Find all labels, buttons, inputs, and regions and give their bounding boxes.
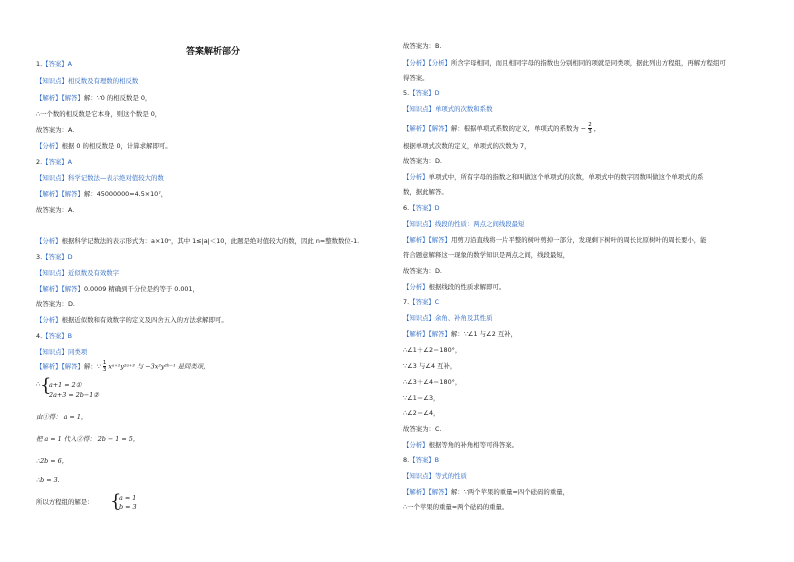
q3-knowledge-point: 【知识点】近似数及有效数字 [36, 269, 120, 277]
q5-step: 根据单项式次数的定义，单项式的次数为 7， [403, 142, 531, 150]
q7-analysis: 【分析】根据等角的补角相等可得答案。 [403, 441, 519, 449]
q4-solution-label: 所以方程组的解是： [36, 498, 94, 506]
q5-conclusion: 故答案为：D. [403, 157, 442, 165]
q7-conclusion: 故答案为：C. [403, 425, 442, 433]
q5-solution: 【解析】【解答】解：根据单项式系数的定义，单项式的系数为 − $\frac{2}{3}$ ， [403, 122, 601, 135]
q7-solution: 【解析】【解答】解：∵∠1 与∠2 互补， [403, 330, 517, 338]
q1-answer: 1.【答案】A [36, 60, 73, 68]
q4-solution: 【解析】【解答】解：∵ $\frac{1}{3}$ xᵃ⁺¹y²ᵃ⁺³ 与 −3x²y²ᵇ⁻¹ 是同类项， [36, 360, 210, 373]
q5-analysis-1: 【分析】单项式中，所有字母的指数之和叫做这个单项式的次数，单项式中的数字因数叫做这个单项式的系 [403, 173, 704, 181]
q7-step-5: ∴∠2＝∠4， [403, 409, 440, 417]
q6-solution-2: 符合题意解释这一现象的数学知识是两点之间，线段最短， [403, 251, 570, 259]
q2-analysis: 【分析】根据科学记数法的表示形式为：a×10ⁿ，其中 1≤|a|＜10，此题是绝对值较大的数，因此 n=整数数位-1. [36, 237, 360, 245]
q3-conclusion: 故答案为：D. [36, 300, 75, 308]
fraction: $\frac{2}{3}$ [588, 122, 592, 135]
q4-analysis-1: 【分析】【分析】所含字母相同，而且相同字母的指数也分别相同的项就是同类项，据此列出方程组，再解方程组可 [403, 59, 726, 67]
q2-solution: 【解析】【解答】解：45000000=4.5×10⁷， [36, 190, 168, 198]
q2-conclusion: 故答案为：A. [36, 206, 75, 214]
q1-step: ∴一个数的相反数是它本身，则这个数是 0， [36, 110, 162, 118]
q5-answer: 5.【答案】D [403, 89, 440, 97]
fraction: $\frac{1}{3}$ [102, 360, 107, 373]
q4-step-2: 把 a = 1 代入②得： 2b − 1 = 5， [36, 435, 140, 443]
q3-solution: 【解析】【解答】0.0009 精确到千分位是约等于 0.001， [36, 285, 199, 293]
q4-step-3: ∴2b = 6， [36, 457, 69, 465]
q4-knowledge-point: 【知识点】同类项 [36, 348, 88, 356]
q8-answer: 8.【答案】B [403, 456, 440, 464]
q1-conclusion: 故答案为：A. [36, 126, 75, 134]
q7-step-1: ∴∠1＋∠2＝180°， [403, 346, 462, 354]
q2-answer: 2.【答案】A [36, 158, 73, 166]
q8-solution: 【解析】【解答】解：∵两个苹果的重量=四个砝码的重量， [403, 488, 569, 496]
q5-analysis-2: 数，据此解答。 [403, 188, 448, 196]
q1-analysis: 【分析】根据 0 的相反数是 0，计算求解即可。 [36, 142, 172, 150]
q7-answer: 7.【答案】C [403, 298, 440, 306]
equation-1: a+1 = 2① [49, 381, 82, 389]
q4-analysis-2: 得答案。 [403, 74, 429, 82]
page-title: 答案解析部分 [186, 47, 241, 57]
q4-answer: 4.【答案】B [36, 332, 73, 340]
solution-b: b = 3 [119, 503, 137, 511]
q3-analysis: 【分析】根据近似数和有效数字的定义及四舍五入的方法求解即可。 [36, 316, 228, 324]
q2-knowledge-point: 【知识点】科学记数法—表示绝对值较大的数 [36, 174, 164, 182]
q7-step-2: ∵∠3 与∠4 互补， [403, 362, 457, 370]
q6-knowledge-point: 【知识点】线段的性质：两点之间线段最短 [403, 220, 525, 228]
q4-conclusion: 故答案为：B. [403, 42, 442, 50]
q7-step-4: ∵∠1＝∠3， [403, 394, 440, 402]
q4-step-4: ∴b = 3. [36, 476, 60, 484]
q6-solution-1: 【解析】【解答】用剪刀沿直线将一片平整的树叶剪掉一部分，发现剩下树叶的周长比原树叶的周长要小，能 [403, 236, 707, 244]
q7-step-3: ∴∠3＋∠4＝180°， [403, 378, 462, 386]
system-brace: { [40, 375, 52, 396]
q7-knowledge-point: 【知识点】余角、补角及其性质 [403, 314, 493, 322]
q1-knowledge-point: 【知识点】相反数及有理数的相反数 [36, 77, 139, 85]
q4-step-1: 由①得： a = 1， [36, 413, 88, 421]
q6-conclusion: 故答案为：D. [403, 267, 442, 275]
q1-solution: 【解析】【解答】解：∵0 的相反数是 0， [36, 94, 152, 102]
equation-2: 2a+3 = 2b−1② [49, 391, 100, 399]
solution-brace: { [110, 491, 122, 512]
therefore-symbol: ∴ [36, 380, 41, 388]
q3-answer: 3.【答案】D [36, 253, 73, 261]
q5-knowledge-point: 【知识点】单项式的次数和系数 [403, 105, 493, 113]
q6-analysis: 【分析】根据线段的性质求解即可。 [403, 283, 506, 291]
q8-knowledge-point: 【知识点】等式的性质 [403, 472, 467, 480]
q6-answer: 6.【答案】D [403, 204, 440, 212]
solution-a: a = 1 [119, 494, 137, 502]
q8-step: ∴一个苹果的重量=两个砝码的重量。 [403, 503, 509, 511]
